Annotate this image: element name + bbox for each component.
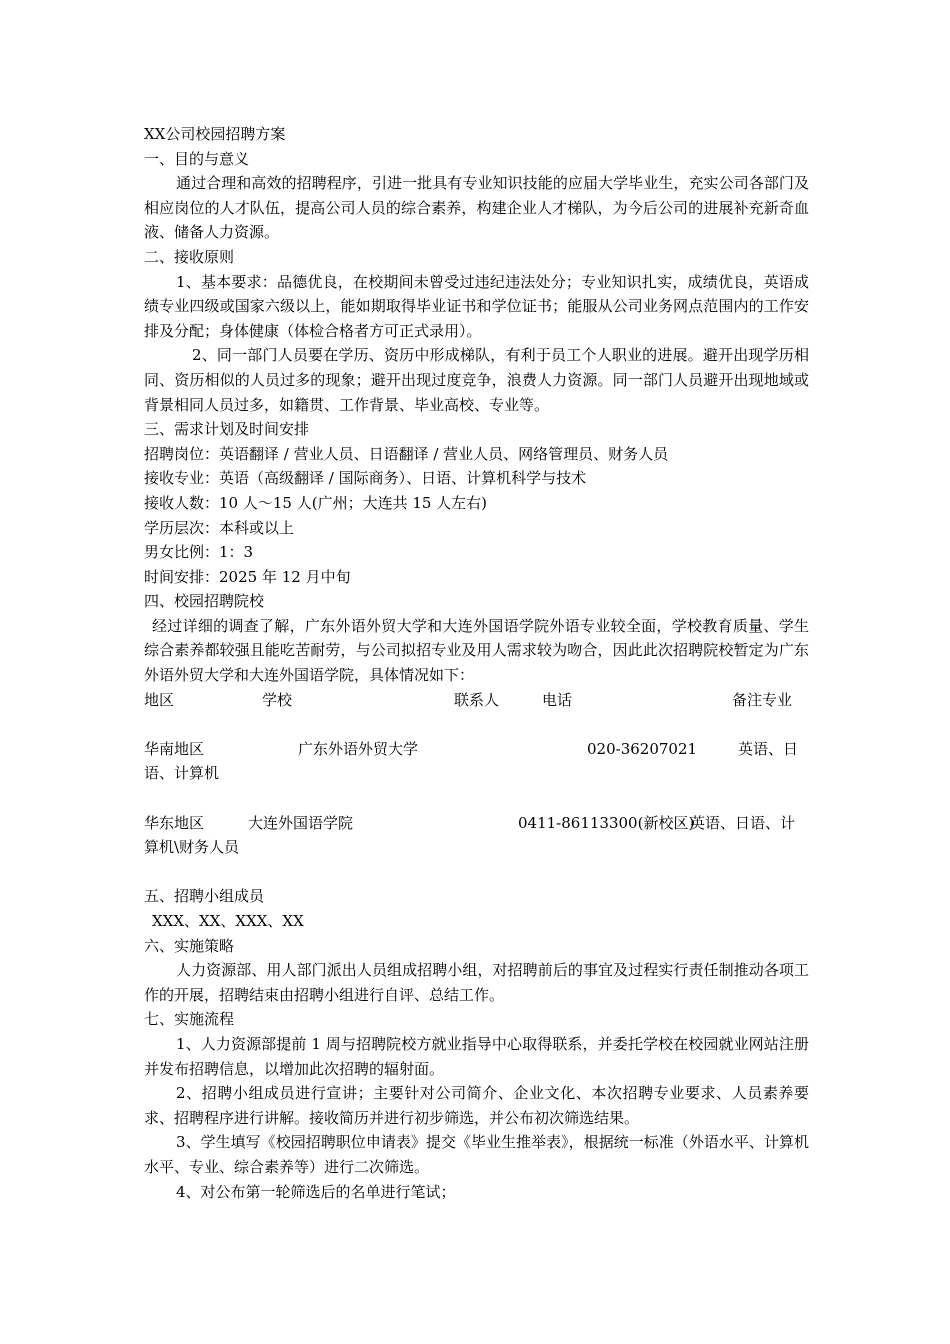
row-phone: 0411-86113300(新校区) <box>518 813 695 832</box>
process-step-3: 3、学生填写《校园招聘职位申请表》提交《毕业生推举表》，根据统一标准（外语水平、计算机水平、专业、综合素养等）进行二次筛选。 <box>144 1133 809 1176</box>
row-major: 英语、日语、计 <box>690 813 796 832</box>
row-region: 华南地区 <box>144 739 205 758</box>
document-page <box>144 122 809 1204</box>
section-2-heading: 二、接收原则 <box>144 247 235 266</box>
row-major: 英语、日 <box>738 739 799 758</box>
table-row <box>144 737 809 762</box>
process-step-1: 1、人力资源部提前 1 周与招聘院校方就业指导中心取得联系，并委托学校在校园就业网站注册并发布招聘信息，以增加此次招聘的辐射面。 <box>144 1034 809 1078</box>
row-major-continued: 语、计算机 <box>144 764 220 783</box>
row-school: 大连外国语学院 <box>248 813 354 832</box>
section-4-heading: 四、校园招聘院校 <box>144 592 265 611</box>
accepted-majors: 接收专业：英语（高级翻译 / 国际商务）、日语、计算机科学与技术 <box>144 469 587 488</box>
section-6-heading: 六、实施策略 <box>144 936 235 955</box>
schedule: 时间安排：2025 年 12 月中旬 <box>144 567 351 586</box>
process-step-2: 2、招聘小组成员进行宣讲；主要针对公司简介、企业文化、本次招聘专业要求、人员素养要求、招聘程序进行讲解。接收简历并进行初步筛选，并公布初次筛选结果。 <box>144 1084 809 1127</box>
section-1-heading: 一、目的与意义 <box>144 149 250 168</box>
gender-ratio: 男女比例：1：3 <box>144 543 254 562</box>
header-region: 地区 <box>144 690 175 709</box>
section-1-paragraph: 通过合理和高效的招聘程序，引进一批具有专业知识技能的应届大学毕业生，充实公司各部门及相应岗位的人才队伍，提高公司人员的综合素养，构建企业人才梯队，为今后公司的进展补充新奇血液、储备人力资源。 <box>144 174 809 242</box>
header-school: 学校 <box>262 690 293 709</box>
header-phone: 电话 <box>542 690 573 709</box>
section-4-paragraph: 经过详细的调查了解，广东外语外贸大学和大连外国语学院外语专业较全面，学校教育质量、学生综合素养都较强且能吃苦耐劳，与公司拟招专业及用人需求较为吻合，因此此次招聘院校暂定为广东外语外贸大学和大连外国语学院，具体情况如下： <box>144 616 809 685</box>
row-major-continued: 算机\财务人员 <box>144 838 240 857</box>
recruit-positions: 招聘岗位：英语翻译 / 营业人员、日语翻译 / 营业人员、网络管理员、财务人员 <box>144 444 669 463</box>
header-major: 备注专业 <box>732 690 793 709</box>
education-level: 学历层次：本科或以上 <box>144 518 295 537</box>
row-region: 华东地区 <box>144 813 205 832</box>
section-6-paragraph: 人力资源部、用人部门派出人员组成招聘小组，对招聘前后的事宜及过程实行责任制推动各项工作的开展，招聘结束由招聘小组进行自评、总结工作。 <box>144 961 809 1004</box>
header-contact: 联系人 <box>454 690 500 709</box>
section-2-paragraph-2: 2、同一部门人员要在学历、资历中形成梯队，有利于员工个人职业的进展。避开出现学历相同、资历相似的人员过多的现象；避开出现过度竞争，浪费人力资源。同一部门人员避开出现地域或背景相同人员过多，如籍贯、工作背景、毕业高校、专业等。 <box>144 346 809 414</box>
section-2-paragraph-1: 1、基本要求：品德优良，在校期间未曾受过违纪违法处分；专业知识扎实，成绩优良，英语成绩专业四级或国家六级以上，能如期取得毕业证书和学位证书；能服从公司业务网点范围内的工作安排及分配；身体健康（体检合格者方可正式录用）。 <box>144 272 809 340</box>
headcount: 接收人数：10 人～15 人(广州；大连共 15 人左右) <box>144 493 488 512</box>
section-3-heading: 三、需求计划及时间安排 <box>144 420 310 439</box>
table-row <box>144 811 809 836</box>
row-school: 广东外语外贸大学 <box>298 739 419 758</box>
process-step-4: 4、对公布第一轮筛选后的名单进行笔试； <box>176 1182 456 1201</box>
section-5-heading: 五、招聘小组成员 <box>144 887 265 906</box>
school-table-header <box>144 688 809 713</box>
document-title: XX公司校园招聘方案 <box>144 125 286 143</box>
team-members: XXX、XX、XXX、XX <box>152 912 304 930</box>
section-7-heading: 七、实施流程 <box>144 1010 235 1029</box>
row-phone: 020-36207021 <box>587 739 698 758</box>
